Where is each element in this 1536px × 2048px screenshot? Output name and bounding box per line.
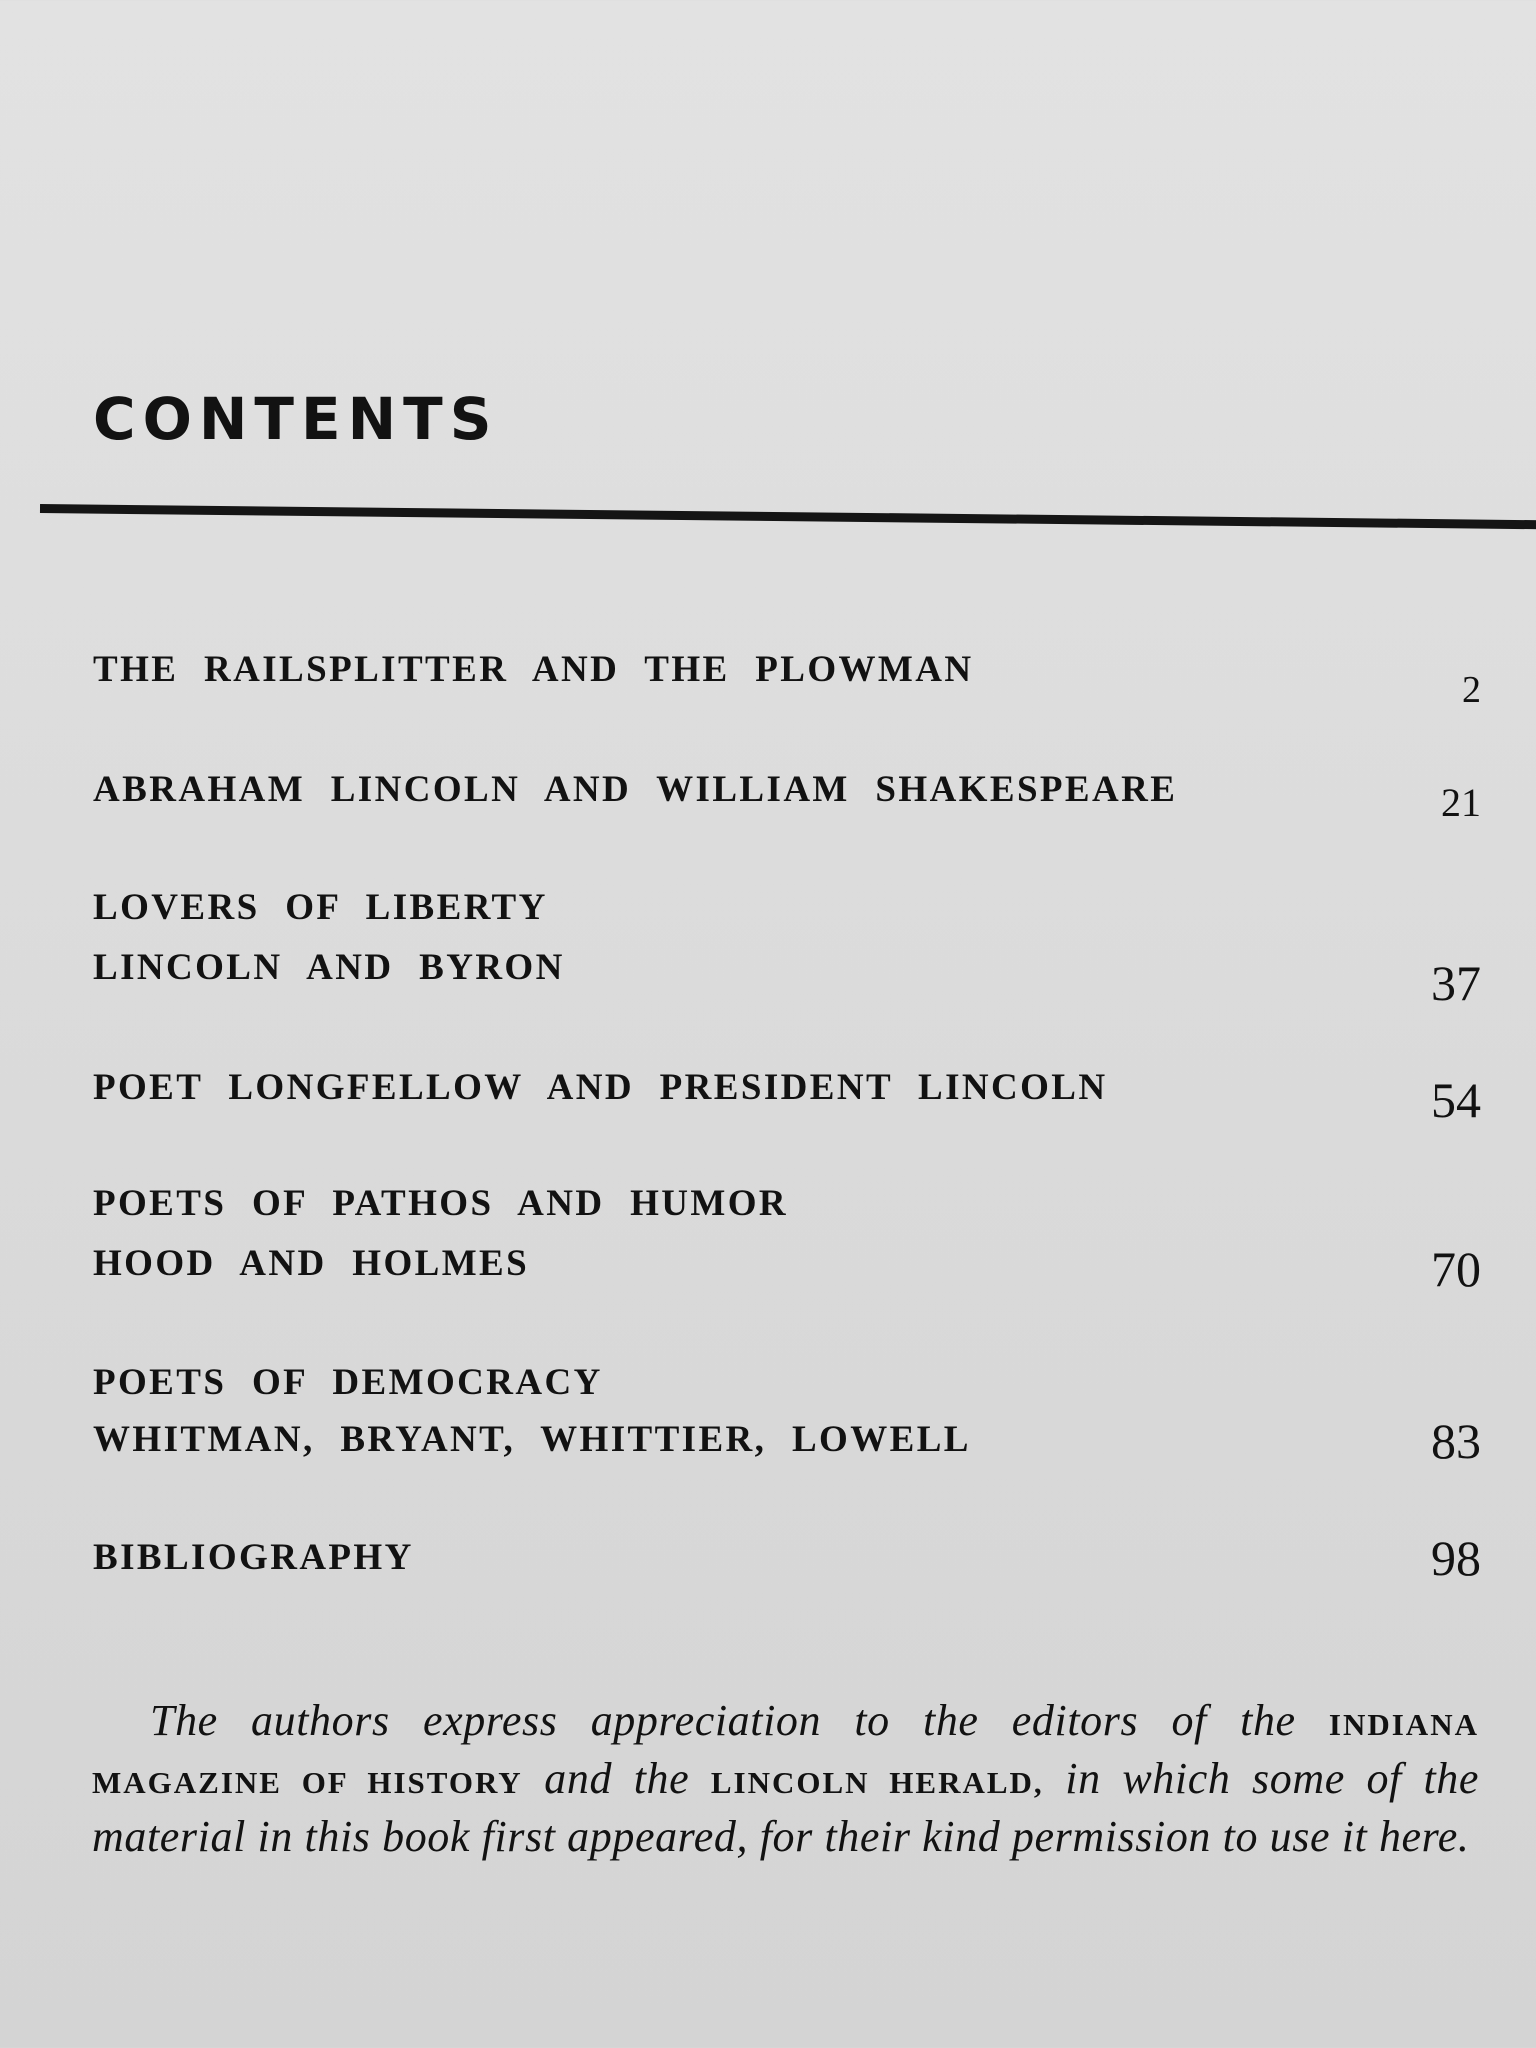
toc-entry-subtitle: LINCOLN AND BYRON: [93, 947, 565, 988]
acknowledgment-note: [92, 1694, 1479, 1864]
acknowledgment-text: The authors express appreciation to the editors of the: [150, 1696, 1296, 1745]
toc-entry-subtitle: WHITMAN, BRYANT, WHITTIER, LOWELL: [93, 1419, 971, 1460]
toc-entry-page: 83: [1431, 1413, 1481, 1469]
toc-entry-page: 2: [1462, 669, 1481, 711]
toc-entry-title: LOVERS OF LIBERTY: [93, 887, 548, 928]
toc-entry-subtitle: HOOD AND HOLMES: [93, 1243, 530, 1284]
toc-entry-title: POET LONGFELLOW AND PRESIDENT LINCOLN: [93, 1067, 1108, 1108]
toc-entry-page: 21: [1441, 780, 1481, 825]
toc-entry-title: POETS OF PATHOS AND HUMOR: [93, 1183, 789, 1224]
acknowledgment-text: in which some of the material in this book first appeared, for their kind permission to use it here.: [92, 1754, 1480, 1861]
journal-name: INDIANA MAGAZINE OF HISTORY: [92, 1707, 1479, 1800]
acknowledgment-text: and the: [544, 1754, 690, 1803]
contents-heading: CONTENTS: [93, 385, 499, 453]
toc-entry-title: POETS OF DEMOCRACY: [93, 1362, 603, 1403]
toc-entry-page: 54: [1431, 1072, 1481, 1128]
toc-entry-page: 98: [1431, 1530, 1481, 1586]
toc-entry-title: BIBLIOGRAPHY: [93, 1537, 414, 1578]
toc-entry-page: 37: [1431, 955, 1481, 1011]
toc-entry-title: ABRAHAM LINCOLN AND WILLIAM SHAKESPEARE: [93, 769, 1178, 810]
toc-entry-page: 70: [1431, 1241, 1481, 1297]
toc-entry-title: THE RAILSPLITTER AND THE PLOWMAN: [93, 649, 974, 690]
journal-name: LINCOLN HERALD,: [710, 1765, 1044, 1800]
